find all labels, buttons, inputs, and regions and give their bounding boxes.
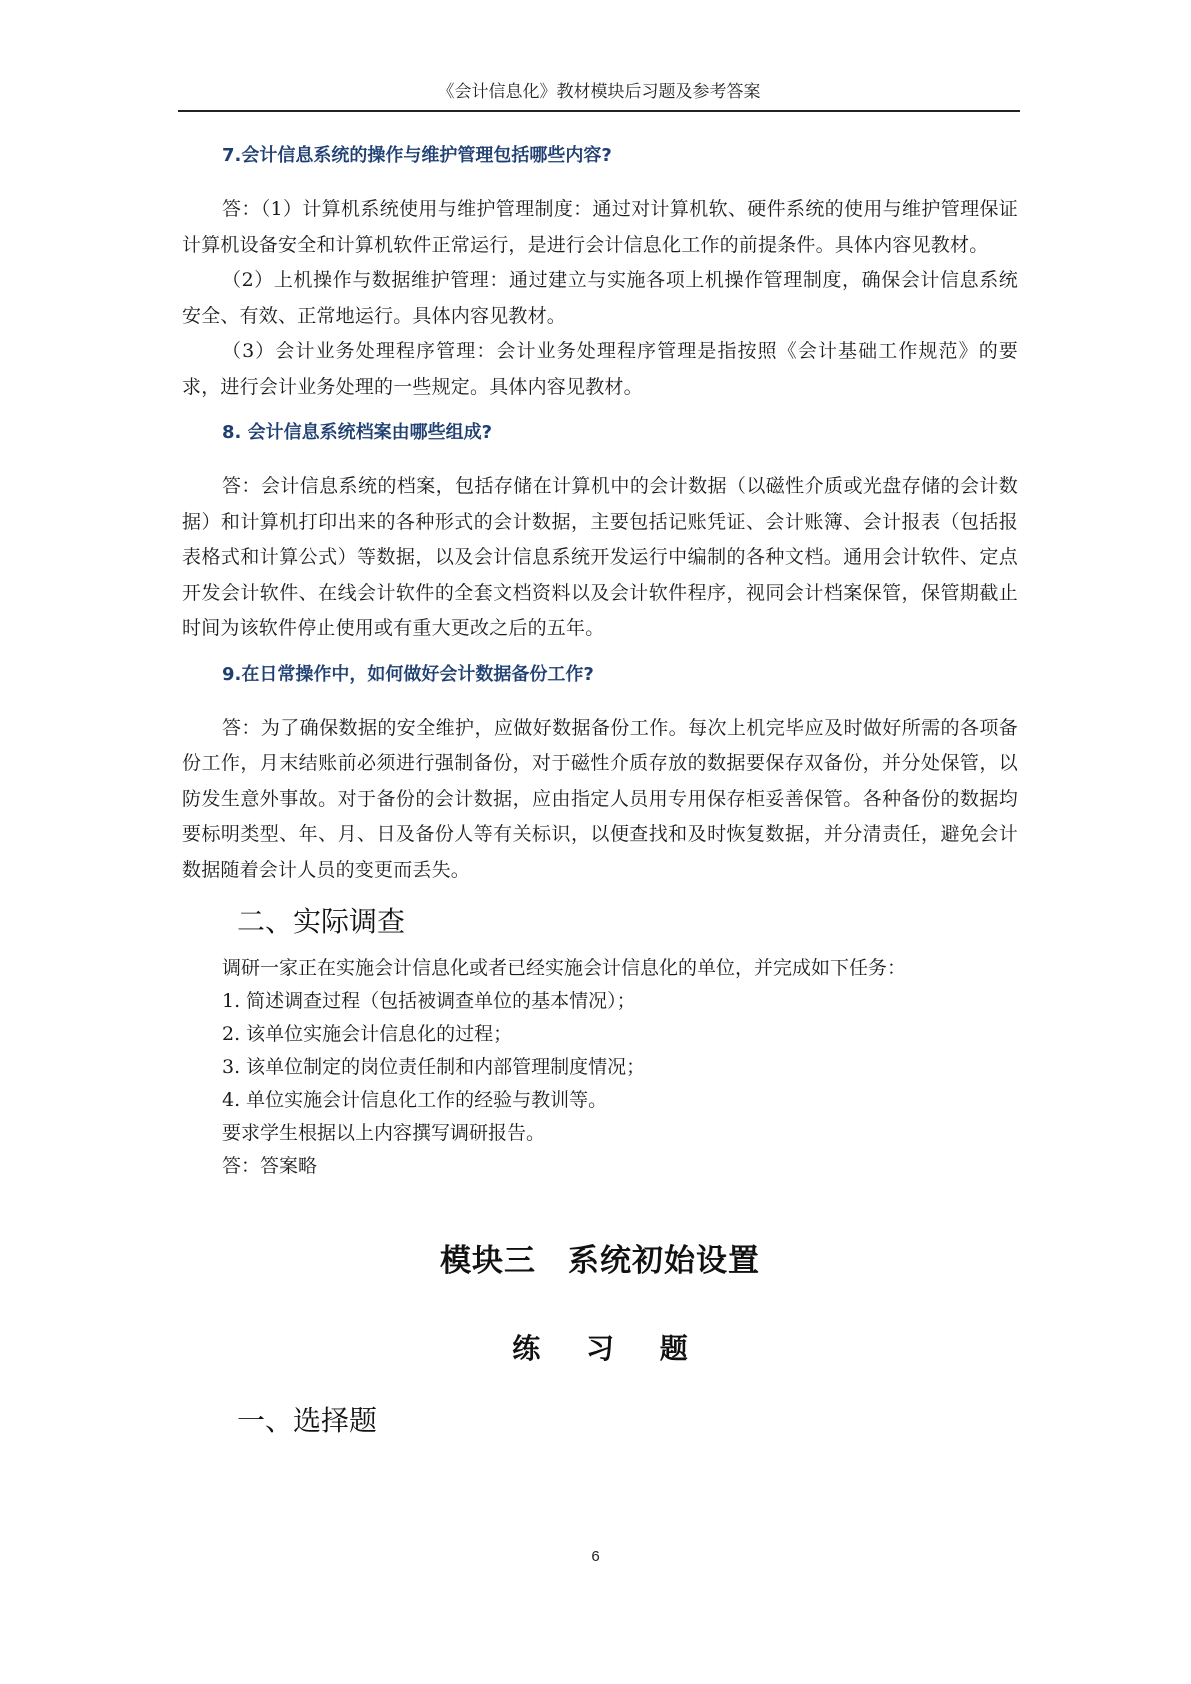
question-7-answer-part-2: （2）上机操作与数据维护管理：通过建立与实施各项上机操作管理制度，确保会计信息系统安全、有效、正常地运行。具体内容见教材。 (182, 269, 1018, 327)
question-9-heading: 9.在日常操作中，如何做好会计数据备份工作? (222, 663, 594, 685)
survey-intro: 调研一家正在实施会计信息化或者已经实施会计信息化的单位，并完成如下任务： (222, 957, 907, 979)
question-8 (182, 419, 1018, 647)
choice-section-title: 一、选择题 (237, 1404, 378, 1437)
question-9 (182, 661, 1018, 889)
page-header (178, 78, 1020, 112)
question-9-answer: 答：为了确保数据的安全维护，应做好数据备份工作。每次上机完毕应及时做好所需的各项备份工作，月末结账前必须进行强制备份，对于磁性介质存放的数据要保存双备份，并分处保管，以防发生意外事故。对于备份的会计数据，应由指定人员用专用保存柜妥善保管。各种备份的数据均要标明类型、年、月、日及备份人等有关标识，以便查找和及时恢复数据，并分清责任，避免会计数据随着会计人员的变更而丢失。 (182, 716, 1018, 881)
question-8-heading: 8. 会计信息系统档案由哪些组成? (222, 422, 493, 443)
question-7-answer-part-3: （3）会计业务处理程序管理：会计业务处理程序管理是指按照《会计基础工作规范》的要求，进行会计业务处理的一些规定。具体内容见教材。 (182, 340, 1018, 398)
survey-item: 2. 该单位实施会计信息化的过程； (222, 1023, 513, 1045)
question-7-answer-part-1: 答：（1）计算机系统使用与维护管理制度：通过对计算机软、硬件系统的使用与维护管理保证计算机设备安全和计算机软件正常运行，是进行会计信息化工作的前提条件。具体内容见教材。 (182, 198, 1018, 256)
survey-item: 3. 该单位制定的岗位责任制和内部管理制度情况； (222, 1056, 646, 1078)
document-body (182, 142, 1018, 1441)
page-number: 6 (591, 1548, 600, 1565)
survey-answer: 答：答案略 (222, 1155, 318, 1177)
question-8-answer: 答：会计信息系统的档案，包括存储在计算机中的会计数据（以磁性介质或光盘存储的会计数据）和计算机打印出来的各种形式的会计数据，主要包括记账凭证、会计账簿、会计报表（包括报表格式和计算公式）等数据，以及会计信息系统开发运行中编制的各种文档。通用会计软件、定点开发会计软件、在线会计软件的全套文档资料以及会计软件程序，视同会计档案保管，保管期截止时间为该软件停止使用或有重大更改之后的五年。 (182, 475, 1018, 639)
survey-requirement: 要求学生根据以上内容撰写调研报告。 (222, 1122, 546, 1144)
survey-section (182, 902, 1018, 1183)
header-title: 《会计信息化》教材模块后习题及参考答案 (437, 82, 761, 102)
module-title: 模块三 系统初始设置 (440, 1243, 760, 1279)
question-7 (182, 142, 1018, 405)
question-7-heading: 7.会计信息系统的操作与维护管理包括哪些内容? (222, 145, 612, 166)
survey-title: 二、实际调查 (237, 905, 406, 938)
practice-title: 练 习 题 (512, 1332, 706, 1365)
survey-item: 1. 简述调查过程（包括被调查单位的基本情况）； (222, 990, 636, 1012)
survey-item: 4. 单位实施会计信息化工作的经验与教训等。 (222, 1089, 608, 1111)
